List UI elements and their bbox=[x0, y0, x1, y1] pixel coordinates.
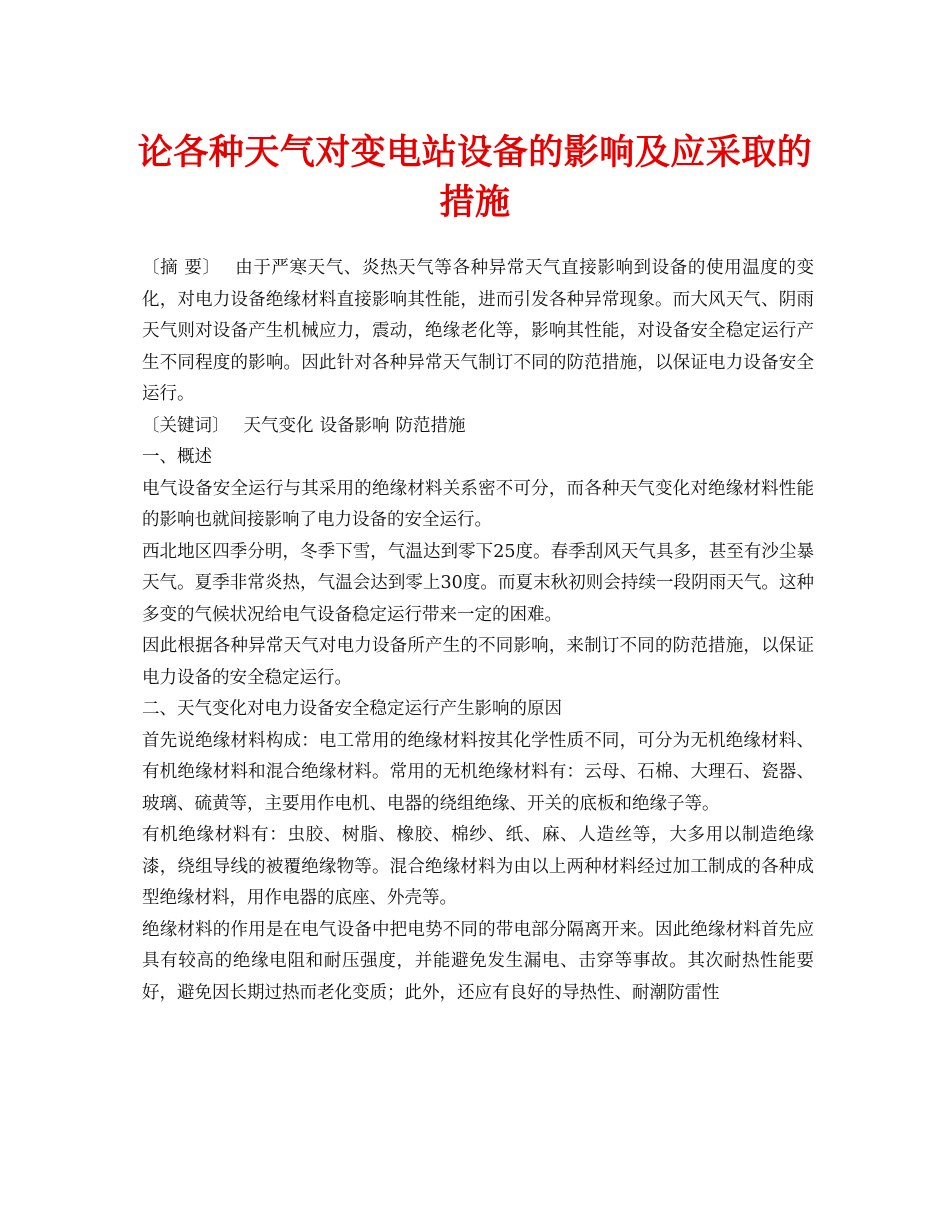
abstract-paragraph bbox=[142, 253, 814, 411]
body-paragraph: 西北地区四季分明，冬季下雪，气温达到零下25度。春季刮风天气具多，甚至有沙尘暴天气。夏季非常炎热，气温会达到零上30度。而夏末秋初则会持续一段阴雨天气。这种多变的气候状况给电气设备稳定运行带来一定的困难。 bbox=[142, 541, 814, 625]
document-title bbox=[100, 128, 850, 228]
abstract-label: 〔摘 要〕 bbox=[142, 258, 221, 278]
keyword: 设备影响 bbox=[319, 415, 390, 436]
abstract-text: 由于严寒天气、炎热天气等各种异常天气直接影响到设备的使用温度的变化，对电力设备绝缘材料直接影响其性能，进而引发各种异常现象。而大风天气、阴雨天气则对设备产生机械应力，震动，绝缘老化等，影响其性能，对设备安全稳定运行产生不同程度的影响。因此针对各种异常天气制订不同的防范措施，以保证电力设备安全运行。 bbox=[142, 258, 815, 404]
body-paragraph: 有机绝缘材料有：虫胶、树脂、橡胶、棉纱、纸、麻、人造丝等，大多用以制造绝缘漆，绕组导线的被覆绝缘物等。混合绝缘材料为由以上两种材料经过加工制成的各种成型绝缘材料，用作电器的底座、外壳等。 bbox=[142, 825, 814, 908]
keywords-label: 〔关键词〕 bbox=[142, 415, 230, 436]
keywords-paragraph bbox=[142, 411, 814, 443]
keyword: 天气变化 bbox=[243, 415, 314, 436]
document-body bbox=[142, 253, 814, 1009]
title-line-2: 措施 bbox=[439, 182, 511, 223]
body-paragraph: 首先说绝缘材料构成：电工常用的绝缘材料按其化学性质不同，可分为无机绝缘材料、有机绝缘材料和混合绝缘材料。常用的无机绝缘材料有：云母、石棉、大理石、瓷器、玻璃、硫黄等，主要用作电机、电器的绕组绝缘、开关的底板和绝缘子等。 bbox=[142, 730, 814, 814]
body-paragraph: 电气设备安全运行与其采用的绝缘材料关系密不可分，而各种天气变化对绝缘材料性能的影响也就间接影响了电力设备的安全运行。 bbox=[142, 478, 814, 530]
body-paragraph: 因此根据各种异常天气对电力设备所产生的不同影响，来制订不同的防范措施，以保证电力设备的安全稳定运行。 bbox=[142, 636, 814, 688]
section-heading-causes: 二、天气变化对电力设备安全稳定运行产生影响的原因 bbox=[142, 699, 562, 719]
body-paragraph: 绝缘材料的作用是在电气设备中把电势不同的带电部分隔离开来。因此绝缘材料首先应具有较高的绝缘电阻和耐压强度，并能避免发生漏电、击穿等事故。其次耐热性能要好，避免因长期过热而老化变质；此外，还应有良好的导热性、耐潮防雷性 bbox=[142, 919, 814, 1003]
title-line-1: 论各种天气对变电站设备的影响及应采取的 bbox=[137, 132, 813, 173]
keyword: 防范措施 bbox=[395, 415, 466, 436]
section-heading-overview: 一、概述 bbox=[142, 447, 212, 467]
